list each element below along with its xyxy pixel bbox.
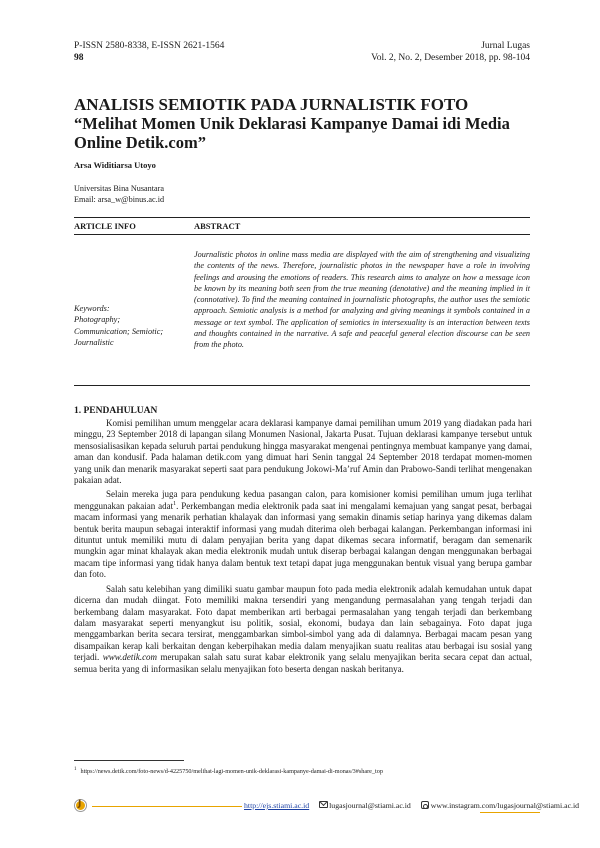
- title-line-1: ANALISIS SEMIOTIK PADA JURNALISTIK FOTO: [74, 95, 469, 114]
- keywords-label: Keywords:: [74, 304, 110, 313]
- issn: P-ISSN 2580-8338, E-ISSN 2621-1564: [74, 41, 225, 51]
- keyword: Journalistic: [74, 338, 114, 348]
- running-header: [74, 40, 530, 64]
- volume-info: Vol. 2, No. 2, Desember 2018, pp. 98-104: [371, 53, 530, 63]
- keyword: Photography;: [74, 315, 121, 325]
- institution: Universitas Bina Nusantara: [74, 184, 165, 193]
- divider-top: [74, 217, 530, 218]
- journal-logo-icon: [74, 799, 87, 812]
- footnote-divider: [74, 760, 184, 761]
- keywords-list: [74, 303, 194, 349]
- abstract-heading: ABSTRACT: [194, 221, 241, 231]
- footnote-mark: 1: [74, 767, 77, 772]
- paragraph: Komisi pemilihan umum menggelar acara deklarasi kampanye damai pemilihan umum 2019 yang diadakan pada hari minggu, 23 September 2018 di lapangan silang Monumen Nasional, Jakarta Pusat. Tujuan deklarasi kampanye tersebut untuk mensosialisasikan kepada seluruh partai pendukung hingga masyarakat mengenai pentingnya membuat kampanye yang damai, aman dan kondusif. Pada halaman detik.com yang dimuat hari Senin tanggal 24 September 2018 terdapat momen-momen yang unik dan menarik masyarakat seperti saat para pendukung Jokowi-Ma’ruf Amin dan Prabowo-Sandi terlihat mengenakan pakaian adat.: [74, 418, 532, 486]
- footer-email[interactable]: lugasjournal@stiami.ac.id: [329, 801, 411, 810]
- paragraph: Selain mereka juga para pendukung kedua pasangan calon, para komisioner komisi pemilihan umum juga terlihat menggunakan pakaian adat$^1$. Perkembangan media elektronik pada saat ini mengalami kemajuan yang sangat pesat, berbagai macam informasi yang menarik perhatian khalayak dan informasi yang semakin dinamis setiap harinya yang dikemas dalam bentuk berita maupun sebagai interaktif informasi yang mudah diterima oleh berbagai kalangan. Perkembangan informasi ini dituntut untuk memiliki mutu di dalam penyajian berita yang dapat dikemas secara informatif, beragam dan semenarik mungkin agar minat khalayak akan media elektronik mudah untuk diserap berbagai kalangan dengan menggunakan berbagai macam tipe informasi yang tidak hanya dalam bentuk text tetapi dapat juga menggunakan bentuk visual yang berupa gambar dan foto.: [74, 489, 532, 580]
- divider-bottom: [74, 385, 530, 386]
- divider-mid: [74, 234, 530, 235]
- footnote-ref[interactable]: 1: [173, 500, 177, 507]
- footnote-url[interactable]: https://news.detik.com/foto-news/d-4225750/melihat-lagi-momen-unik-deklarasi-kampanye-damai-di-monas/3#share_top: [80, 768, 383, 776]
- mail-icon: [319, 801, 328, 808]
- page-number: 98: [74, 53, 84, 63]
- website-link[interactable]: http://ejs.stiami.ac.id: [244, 801, 310, 810]
- footer-line: [480, 812, 540, 813]
- paragraph: Salah satu kelebihan yang dimiliki suatu gambar maupun foto pada media elektronik adalah kemudahan untuk dapat dicerna dan mudah diingat. Foto memiliki makna tersendiri yang mengandung permasalahan yang tengah terjadi dan berkembang dalam masyarakat. Foto dapat memberikan arti berbagai permasalahan yang tengah terjadi dan berkembang dalam masyarakat seperti menyangkut isu politik, sosial, ekonomi, budaya dan lain sebagainya. Foto dapat juga menggambarkan berita secara tersirat, menggambarkan simbol-simbol yang ada di dalamnya. Berbagai macam pesan yang disampaikan kerap kali berkaitan dengan keberpihakan media dalam menyajikan suatu realitas atau berbagai isu sosial yang terjadi. www.detik.com merupakan salah satu surat kabar elektronik yang selalu menyajikan berita secara cepat dan actual, semua berita yang di informasikan selalu menyajikan foto beserta dengan naskah beritanya.: [74, 583, 532, 674]
- section-heading: 1. PENDAHULUAN: [74, 406, 158, 416]
- title-line-2: “Melihat Momen Unik Deklarasi Kampanye Damai idi Media Online Detik.com”: [74, 114, 510, 152]
- page-footer: [74, 799, 580, 819]
- footer-line: [92, 806, 242, 807]
- journal-name: Jurnal Lugas: [481, 41, 530, 51]
- keyword: Communication; Semiotic;: [74, 326, 164, 336]
- abstract-text: Journalistic photos in online mass media are displayed with the aim of strengthening and visualizing the contents of the news. Therefore, journalistic photos in the newspaper have a role in involving feelings and arousing the emotions of readers. This research aims to analyze on how a message icon be known by its meaning both seen from the true meaning (denotative) and the meaning implied in it (connotative). To find the meaning contained in journalistic photographs, the author uses the semiotic approach. Semiotic analysis is a method for analyzing and giving meanings it symbols contained in a message or text symbol. The application of semiotics in intersexuality is an interaction between texts and thoughts contained in the narrative. A safe and peaceful general election discourse can be seen from the photo.: [194, 250, 530, 350]
- affiliation: [74, 183, 164, 205]
- email: Email: arsa_w@binus.ac.id: [74, 195, 165, 204]
- detik-link: www.detik.com: [102, 652, 158, 663]
- footer-links: [244, 800, 579, 810]
- footnote: [74, 766, 383, 776]
- body-text: [74, 418, 532, 678]
- instagram-icon: [421, 801, 429, 809]
- article-info-heading: ARTICLE INFO: [74, 221, 136, 231]
- footer-instagram[interactable]: www.instagram.com/lugasjournal@stiami.ac.id: [430, 801, 580, 810]
- author-name: Arsa Widitiarsa Utoyo: [74, 160, 156, 170]
- article-title: [74, 95, 534, 152]
